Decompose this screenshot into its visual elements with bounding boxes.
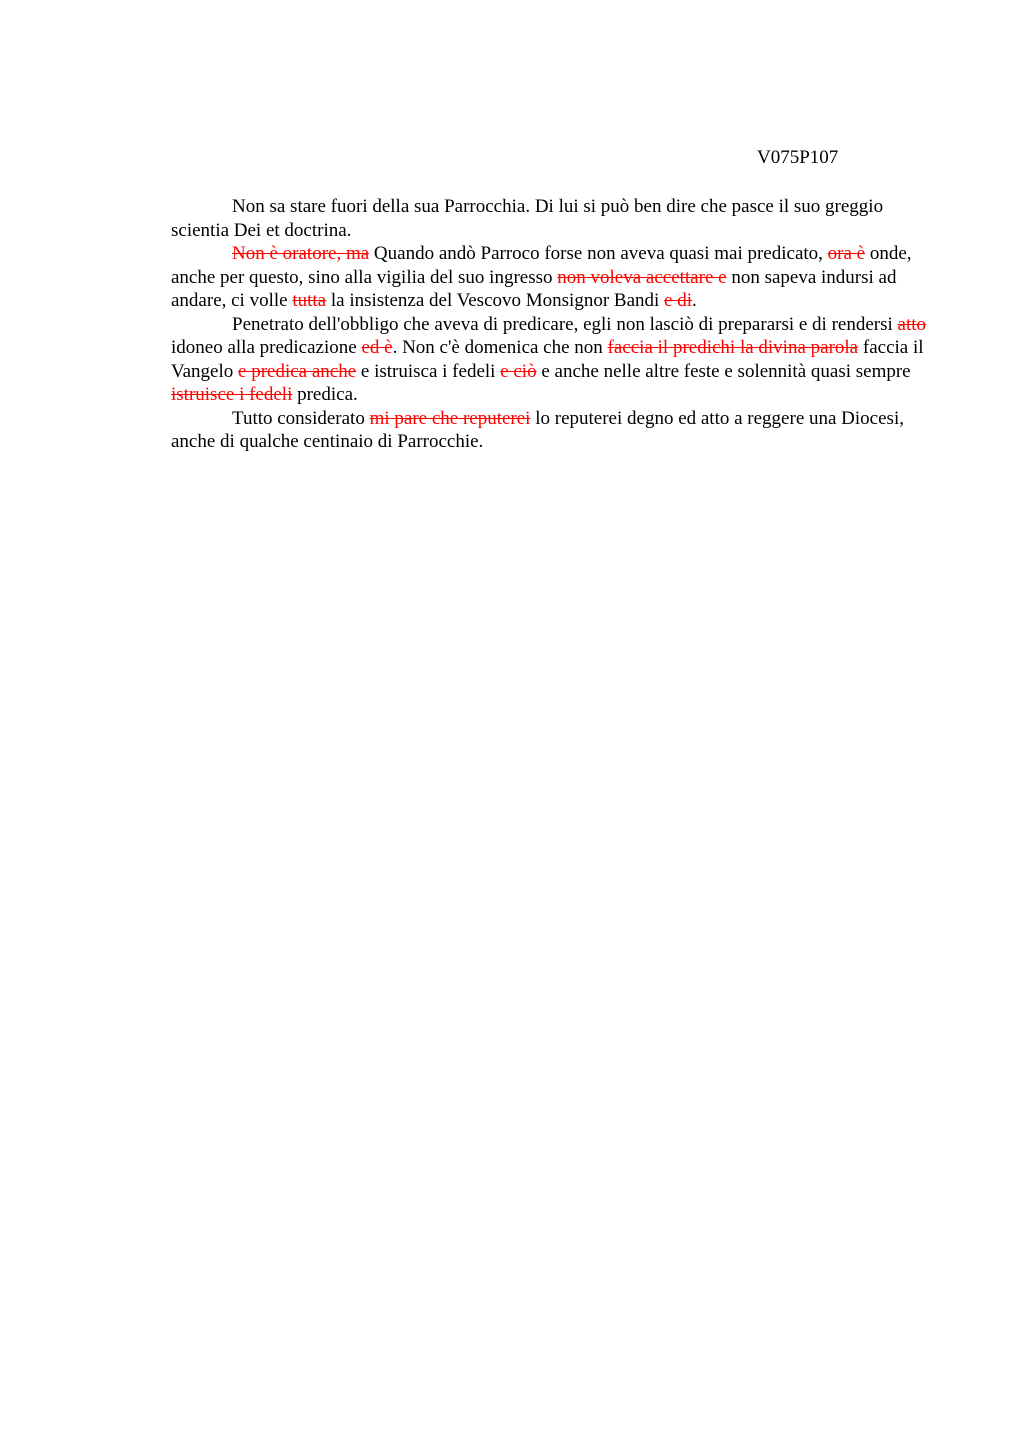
- text-segment: faccia il Vangelo: [171, 337, 924, 382]
- text-segment: Tutto considerato: [232, 407, 370, 429]
- deleted-text: mi pare che reputerei: [369, 407, 531, 429]
- text-segment: Quando andò Parroco forse non aveva quasi mai predicato,: [369, 243, 828, 264]
- deleted-text: e di: [664, 290, 693, 311]
- text-segment: e istruisca i fedeli: [356, 360, 501, 382]
- text-segment: idoneo alla predicazione: [171, 337, 362, 358]
- text-segment: Penetrato dell'obbligo che aveva di predicare, egli non lasciò di prepararsi e di rendersi: [232, 313, 898, 335]
- text-segment: predica.: [292, 384, 358, 405]
- deleted-text: Non è oratore, ma: [232, 243, 370, 264]
- deleted-text: e predica anche: [238, 360, 357, 382]
- deleted-text: atto: [897, 313, 927, 335]
- text-segment: onde, anche per questo, sino alla vigilia del suo ingresso: [171, 243, 912, 288]
- deleted-text: ed è: [361, 337, 393, 358]
- text-segment: . Non c'è domenica che non: [392, 337, 608, 358]
- deleted-text: tutta: [292, 290, 327, 311]
- paragraph: [171, 195, 931, 242]
- paragraph: [171, 407, 931, 454]
- text-segment: e anche nelle altre feste e solennità quasi sempre: [536, 360, 911, 382]
- paragraph: [171, 242, 931, 313]
- deleted-text: faccia il predichi la divina parola: [607, 337, 859, 358]
- deleted-text: non voleva accettare e: [557, 266, 727, 288]
- paragraph: [171, 313, 931, 407]
- text-segment: la insistenza del Vescovo Monsignor Bandi: [326, 290, 665, 311]
- text-segment: lo reputerei degno ed atto a reggere una Diocesi, anche di qualche centinaio di Parrocchie.: [171, 407, 904, 452]
- page-identifier: V075P107: [757, 147, 839, 168]
- deleted-text: e ciò: [500, 360, 537, 382]
- document-body: [171, 195, 931, 454]
- text-segment: non sapeva indursi ad andare, ci volle: [171, 266, 897, 311]
- deleted-text: istruisce i fedeli: [171, 384, 293, 405]
- text-segment: Non sa stare fuori della sua Parrocchia. Di lui si può ben dire che pasce il suo greggio scientia Dei et doctrina.: [171, 196, 884, 241]
- deleted-text: ora è: [827, 243, 866, 264]
- text-segment: .: [692, 290, 697, 311]
